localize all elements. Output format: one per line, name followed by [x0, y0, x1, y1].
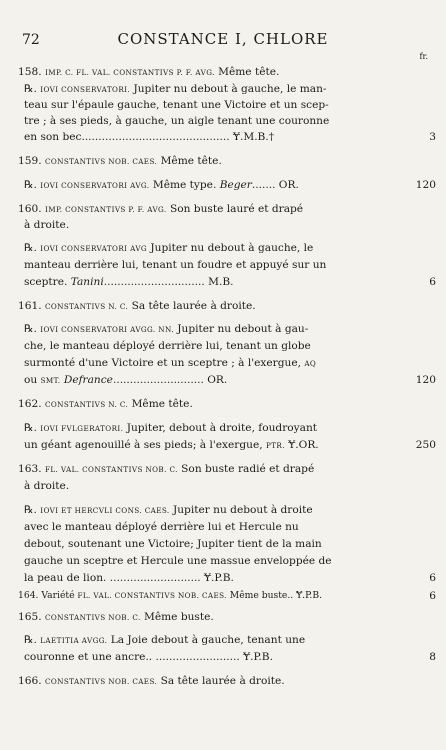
- price-value: 8: [429, 651, 436, 663]
- entry-line: [24, 257, 396, 273]
- entry-line: [18, 461, 390, 477]
- entry-text: Même tête.: [214, 66, 280, 78]
- price-value: 6: [429, 572, 436, 584]
- coin-legend: IOVI CONSERVATORI AVGG. NN.: [40, 325, 174, 334]
- entry-text: ℞.: [24, 422, 41, 434]
- entry-text: Même type.: [149, 179, 220, 191]
- coin-legend: FL. VAL. CONSTANTIVS NOB. CAES.: [77, 591, 227, 600]
- coin-legend: IOVI ET HERCVLI CONS. CAES.: [40, 506, 170, 515]
- price-value: 120: [415, 374, 436, 386]
- entry-line: [24, 240, 396, 256]
- entry-line: [24, 372, 396, 388]
- entry-line: [24, 649, 396, 665]
- entry-line: [24, 478, 396, 494]
- entry-line: [24, 632, 396, 648]
- entry-text: avec le manteau déployé derrière lui et Hercule nu: [24, 521, 299, 533]
- coin-legend: IMP. CONSTANTIVS P. F. AVG.: [44, 205, 167, 214]
- entry-line: [18, 201, 390, 217]
- entry-text: Son buste lauré et drapé: [166, 203, 304, 215]
- entry-line: [18, 609, 390, 625]
- entry-line: [24, 97, 396, 113]
- coin-legend: IOVI CONSERVATORI AVG.: [40, 181, 150, 190]
- running-header: [0, 30, 446, 50]
- entry-text: couronne et une ancre.. ......................... Ɏ.P.B.: [24, 651, 273, 663]
- entry-text: Sa tête laurée à droite.: [128, 300, 256, 312]
- entry-text: ℞.: [24, 83, 41, 95]
- entry-line: [24, 502, 396, 518]
- entry-text: en son bec............................................: [24, 131, 233, 143]
- entry-line: [18, 298, 390, 314]
- entry-text: ....... OR.: [251, 179, 299, 191]
- entry-line: [24, 553, 396, 569]
- entry-text: 165.: [18, 611, 45, 623]
- price-column-header: fr.: [419, 52, 428, 61]
- entry-text: manteau derrière lui, tenant un foudre et appuyé sur un: [24, 259, 327, 271]
- entry-line: [18, 396, 390, 412]
- entry-line: [24, 129, 396, 145]
- entry-line: [24, 113, 396, 129]
- price-value: 6: [429, 590, 436, 602]
- entry-text: Jupiter nu debout à droite: [169, 504, 313, 516]
- entry-text: à droite.: [24, 480, 70, 492]
- entry-line: [24, 217, 396, 233]
- entry-text: gauche un sceptre et Hercule une massue enveloppée de: [24, 555, 332, 567]
- entry-line: [24, 420, 396, 436]
- entry-line: [24, 177, 396, 193]
- coin-legend: IMP. C. FL. VAL. CONSTANTIVS P. F. AVG.: [44, 68, 215, 77]
- price-value: 120: [415, 179, 436, 191]
- entry-text: ou: [24, 374, 41, 386]
- entry-text: ℞.: [24, 242, 41, 254]
- entry-text: Même tête.: [157, 155, 222, 167]
- price-value: 3: [429, 131, 436, 143]
- price-value: 6: [429, 276, 436, 288]
- entry-line: [24, 570, 396, 586]
- reference-name: Tanini: [70, 276, 104, 288]
- coin-legend: PTR.: [265, 441, 285, 450]
- entry-line: [24, 437, 396, 453]
- entry-text: Même tête.: [128, 398, 193, 410]
- entry-text: ℞.: [24, 179, 41, 191]
- entry-text: ℞.: [24, 634, 41, 646]
- entry-line: [24, 519, 396, 535]
- entry-line: [24, 81, 396, 97]
- entry-text: 159.: [18, 155, 45, 167]
- entry-line: [18, 64, 390, 80]
- entry-line: [18, 588, 390, 604]
- entry-text: .............................. M.B.: [103, 276, 234, 288]
- entry-text: La Joie debout à gauche, tenant une: [107, 634, 306, 646]
- coin-legend: CONSTANTIVS N. C.: [44, 302, 129, 311]
- page-number: 72: [22, 32, 40, 48]
- entry-line: [24, 321, 396, 337]
- entry-line: [24, 536, 396, 552]
- entry-text: tre ; à ses pieds, à gauche, un aigle tenant une couronne: [24, 115, 330, 127]
- entry-line: [24, 274, 396, 290]
- coin-legend: CONSTANTIVS NOB. CAES.: [44, 677, 158, 686]
- coin-legend: IOVI CONSERVATORI.: [40, 85, 131, 94]
- entry-text: Même buste.. Ɏ.P.B.: [226, 590, 323, 601]
- entry-text: debout, soutenant une Victoire; Jupiter tient de la main: [24, 538, 322, 550]
- page-title: CONSTANCE I, CHLORE: [117, 30, 329, 48]
- reference-name: Defrance: [63, 374, 113, 386]
- coin-legend: CONSTANTIVS NOB. C.: [44, 613, 141, 622]
- coin-legend: CONSTANTIVS N. C.: [44, 400, 129, 409]
- entry-text: Son buste radié et drapé: [177, 463, 315, 475]
- entry-text: 162.: [18, 398, 45, 410]
- coin-legend: LAETITIA AVGG.: [40, 636, 108, 645]
- coin-legend: IOVI CONSERVATORI AVG: [40, 244, 148, 253]
- entry-text: sceptre.: [24, 276, 71, 288]
- entry-text: ℞.: [24, 504, 41, 516]
- entry-text: à droite.: [24, 219, 70, 231]
- entry-text: 158.: [18, 66, 45, 78]
- entry-text: 164. Variété: [18, 590, 78, 601]
- entry-line: [18, 153, 390, 169]
- entry-line: [24, 355, 396, 371]
- entry-text: Jupiter nu debout à gau-: [173, 323, 309, 335]
- entry-text: 163.: [18, 463, 45, 475]
- coin-legend: CONSTANTIVS NOB. CAES.: [44, 157, 158, 166]
- entry-text: ........................... OR.: [112, 374, 228, 386]
- entry-text: Ɏ.M.B.†: [232, 131, 275, 143]
- entry-text: ℞.: [24, 323, 41, 335]
- entry-text: surmonté d'une Victoire et un sceptre ; à l'exergue,: [24, 357, 305, 369]
- entry-text: Jupiter nu debout à gauche, le: [147, 242, 314, 254]
- coin-legend: AQ: [304, 359, 317, 368]
- entry-text: 160.: [18, 203, 45, 215]
- entry-text: un géant agenouillé à ses pieds; à l'exergue,: [24, 439, 266, 451]
- entry-text: Jupiter, debout à droite, foudroyant: [123, 422, 318, 434]
- entry-text: Sa tête laurée à droite.: [157, 675, 285, 687]
- coin-legend: IOVI FVLGERATORI.: [40, 424, 124, 433]
- entry-text: 161.: [18, 300, 45, 312]
- price-value: 250: [415, 439, 436, 451]
- entry-text: Ɏ.OR.: [284, 439, 319, 451]
- entry-line: [24, 338, 396, 354]
- reference-name: Beger: [219, 179, 252, 191]
- entry-text: la peau de lion. ........................... Ɏ.P.B.: [24, 572, 234, 584]
- entry-text: che, le manteau déployé derrière lui, tenant un globe: [24, 340, 311, 352]
- coin-legend: SMT.: [40, 376, 61, 385]
- entry-text: Même buste.: [140, 611, 214, 623]
- entry-text: teau sur l'épaule gauche, tenant une Victoire et un scep-: [24, 99, 329, 111]
- entry-text: Jupiter nu debout à gauche, le man-: [130, 83, 327, 95]
- entry-line: [18, 673, 390, 689]
- entry-text: 166.: [18, 675, 45, 687]
- coin-legend: FL. VAL. CONSTANTIVS NOB. C.: [44, 465, 178, 474]
